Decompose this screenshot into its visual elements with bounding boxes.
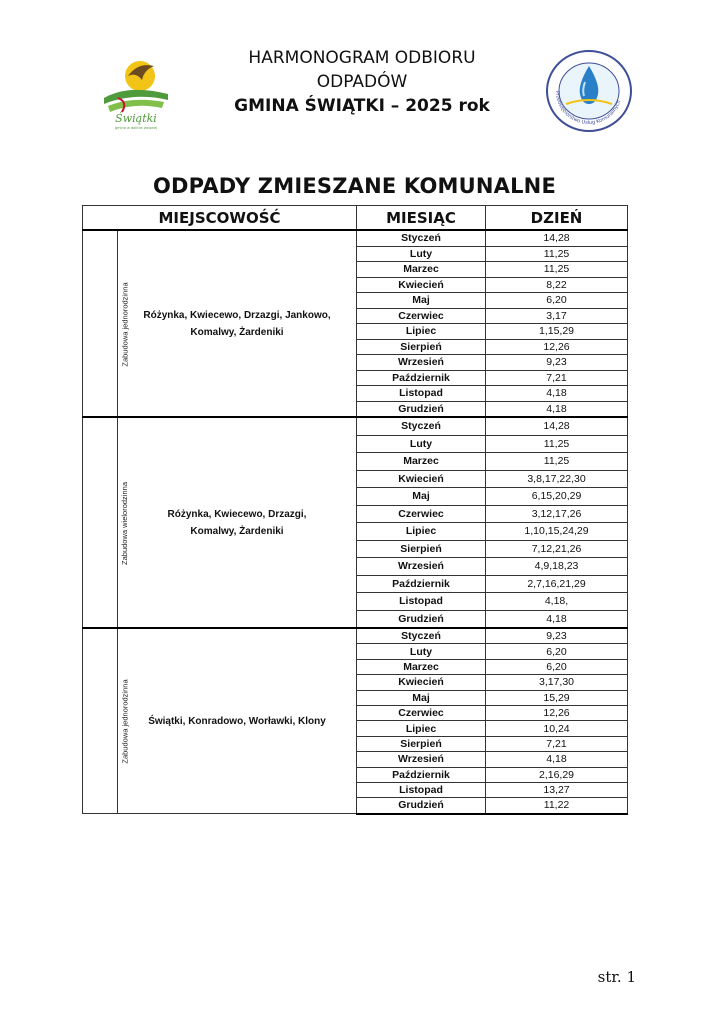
housing-category-label: Zabudowa jednorodzinna [120, 281, 130, 367]
day-cell: 6,20 [486, 644, 628, 659]
svg-text:gmina w dolinie zielonej: gmina w dolinie zielonej [114, 126, 158, 130]
day-cell: 11,22 [486, 798, 628, 814]
day-cell: 15,29 [486, 690, 628, 705]
day-cell: 7,21 [486, 736, 628, 751]
month-cell: Styczeń [357, 417, 486, 435]
header-locality: MIEJSCOWOŚĆ [83, 206, 357, 231]
month-cell: Styczeń [357, 628, 486, 644]
month-cell: Kwiecień [357, 277, 486, 293]
housing-category-label: Zabudowa jednorodzinna [120, 679, 130, 764]
section-title: ODPADY ZMIESZANE KOMUNALNE [152, 174, 556, 198]
day-cell: 4,18 [486, 386, 628, 402]
day-cell: 11,25 [486, 246, 628, 262]
day-cell: 1,10,15,24,29 [486, 523, 628, 541]
month-cell: Kwiecień [357, 470, 486, 488]
locality-line: Różynka, Kwiecewo, Drzazgi, Jankowo, [143, 309, 331, 321]
month-cell: Styczeń [357, 230, 486, 246]
utility-company-seal [544, 48, 634, 134]
day-cell: 4,18 [486, 752, 628, 767]
swiatki-logo [98, 54, 174, 130]
collection-schedule-table [82, 205, 628, 815]
day-cell: 6,15,20,29 [486, 488, 628, 506]
locality-line: Komalwy, Żardeniki [190, 326, 284, 338]
month-cell: Grudzień [357, 610, 486, 628]
table-row [83, 628, 628, 644]
day-cell: 6,20 [486, 659, 628, 674]
month-cell: Wrzesień [357, 355, 486, 371]
month-cell: Wrzesień [357, 558, 486, 576]
month-cell: Luty [357, 435, 486, 453]
table-row [83, 417, 628, 435]
day-cell: 11,25 [486, 435, 628, 453]
day-cell: 1,15,29 [486, 324, 628, 340]
housing-category-cell [83, 628, 130, 814]
svg-text:Przedsiębiorstwo Usług Komunal: Przedsiębiorstwo Usług Komunalnych [553, 90, 623, 127]
table-row [83, 230, 628, 246]
housing-category-label: Zabudowa wielorodzinna [119, 481, 129, 565]
month-cell: Sierpień [357, 736, 486, 751]
header-day: DZIEŃ [486, 206, 628, 231]
day-cell: 13,27 [486, 782, 628, 797]
month-cell: Kwiecień [357, 675, 486, 690]
month-cell: Maj [357, 293, 486, 309]
title-line-2: ODPADÓW [316, 72, 408, 92]
day-cell: 3,12,17,26 [486, 505, 628, 523]
day-cell: 2,16,29 [486, 767, 628, 782]
document-title [190, 46, 534, 118]
month-cell: Listopad [357, 593, 486, 611]
locality-line: Różynka, Kwiecewo, Drzazgi, [167, 508, 307, 520]
day-cell: 9,23 [486, 355, 628, 371]
month-cell: Marzec [357, 659, 486, 674]
title-line-1: HARMONOGRAM ODBIORU [248, 48, 476, 68]
day-cell: 4,18 [486, 610, 628, 628]
page-number: str. 1 [597, 968, 636, 986]
month-cell: Czerwiec [357, 505, 486, 523]
month-cell: Wrzesień [357, 752, 486, 767]
day-cell: 14,28 [486, 230, 628, 246]
day-cell: 7,21 [486, 370, 628, 386]
month-cell: Grudzień [357, 401, 486, 417]
month-cell: Grudzień [357, 798, 486, 814]
month-cell: Maj [357, 488, 486, 506]
locality-line: Komalwy, Żardeniki [190, 525, 284, 537]
month-cell: Sierpień [357, 339, 486, 355]
month-cell: Marzec [357, 262, 486, 278]
month-cell: Październik [357, 767, 486, 782]
day-cell: 11,25 [486, 453, 628, 471]
month-cell: Październik [357, 370, 486, 386]
month-cell: Sierpień [357, 540, 486, 558]
day-cell: 10,24 [486, 721, 628, 736]
housing-category-cell [83, 417, 129, 628]
day-cell: 4,18, [486, 593, 628, 611]
month-cell: Lipiec [357, 523, 486, 541]
month-cell: Luty [357, 644, 486, 659]
day-cell: 11,25 [486, 262, 628, 278]
month-cell: Listopad [357, 386, 486, 402]
svg-text:Świątki: Świątki [115, 112, 157, 125]
header-month: MIESIĄC [357, 206, 486, 231]
month-cell: Czerwiec [357, 705, 486, 720]
day-cell: 2,7,16,21,29 [486, 575, 628, 593]
day-cell: 3,8,17,22,30 [486, 470, 628, 488]
day-cell: 8,22 [486, 277, 628, 293]
day-cell: 7,12,21,26 [486, 540, 628, 558]
locality-line: Świątki, Konradowo, Worławki, Klony [148, 715, 326, 727]
housing-category-cell [83, 230, 130, 417]
month-cell: Luty [357, 246, 486, 262]
day-cell: 3,17,30 [486, 675, 628, 690]
day-cell: 4,9,18,23 [486, 558, 628, 576]
month-cell: Marzec [357, 453, 486, 471]
title-line-3: GMINA ŚWIĄTKI – 2025 rok [234, 96, 490, 116]
locality-cell [118, 417, 357, 628]
month-cell: Lipiec [357, 721, 486, 736]
day-cell: 6,20 [486, 293, 628, 309]
day-cell: 12,26 [486, 339, 628, 355]
day-cell: 9,23 [486, 628, 628, 644]
month-cell: Maj [357, 690, 486, 705]
month-cell: Listopad [357, 782, 486, 797]
month-cell: Czerwiec [357, 308, 486, 324]
month-cell: Lipiec [357, 324, 486, 340]
month-cell: Październik [357, 575, 486, 593]
locality-cell [118, 628, 357, 814]
locality-cell [118, 230, 357, 417]
day-cell: 12,26 [486, 705, 628, 720]
table-header-row [83, 206, 628, 231]
table-body [83, 230, 628, 814]
day-cell: 4,18 [486, 401, 628, 417]
day-cell: 3,17 [486, 308, 628, 324]
day-cell: 14,28 [486, 417, 628, 435]
